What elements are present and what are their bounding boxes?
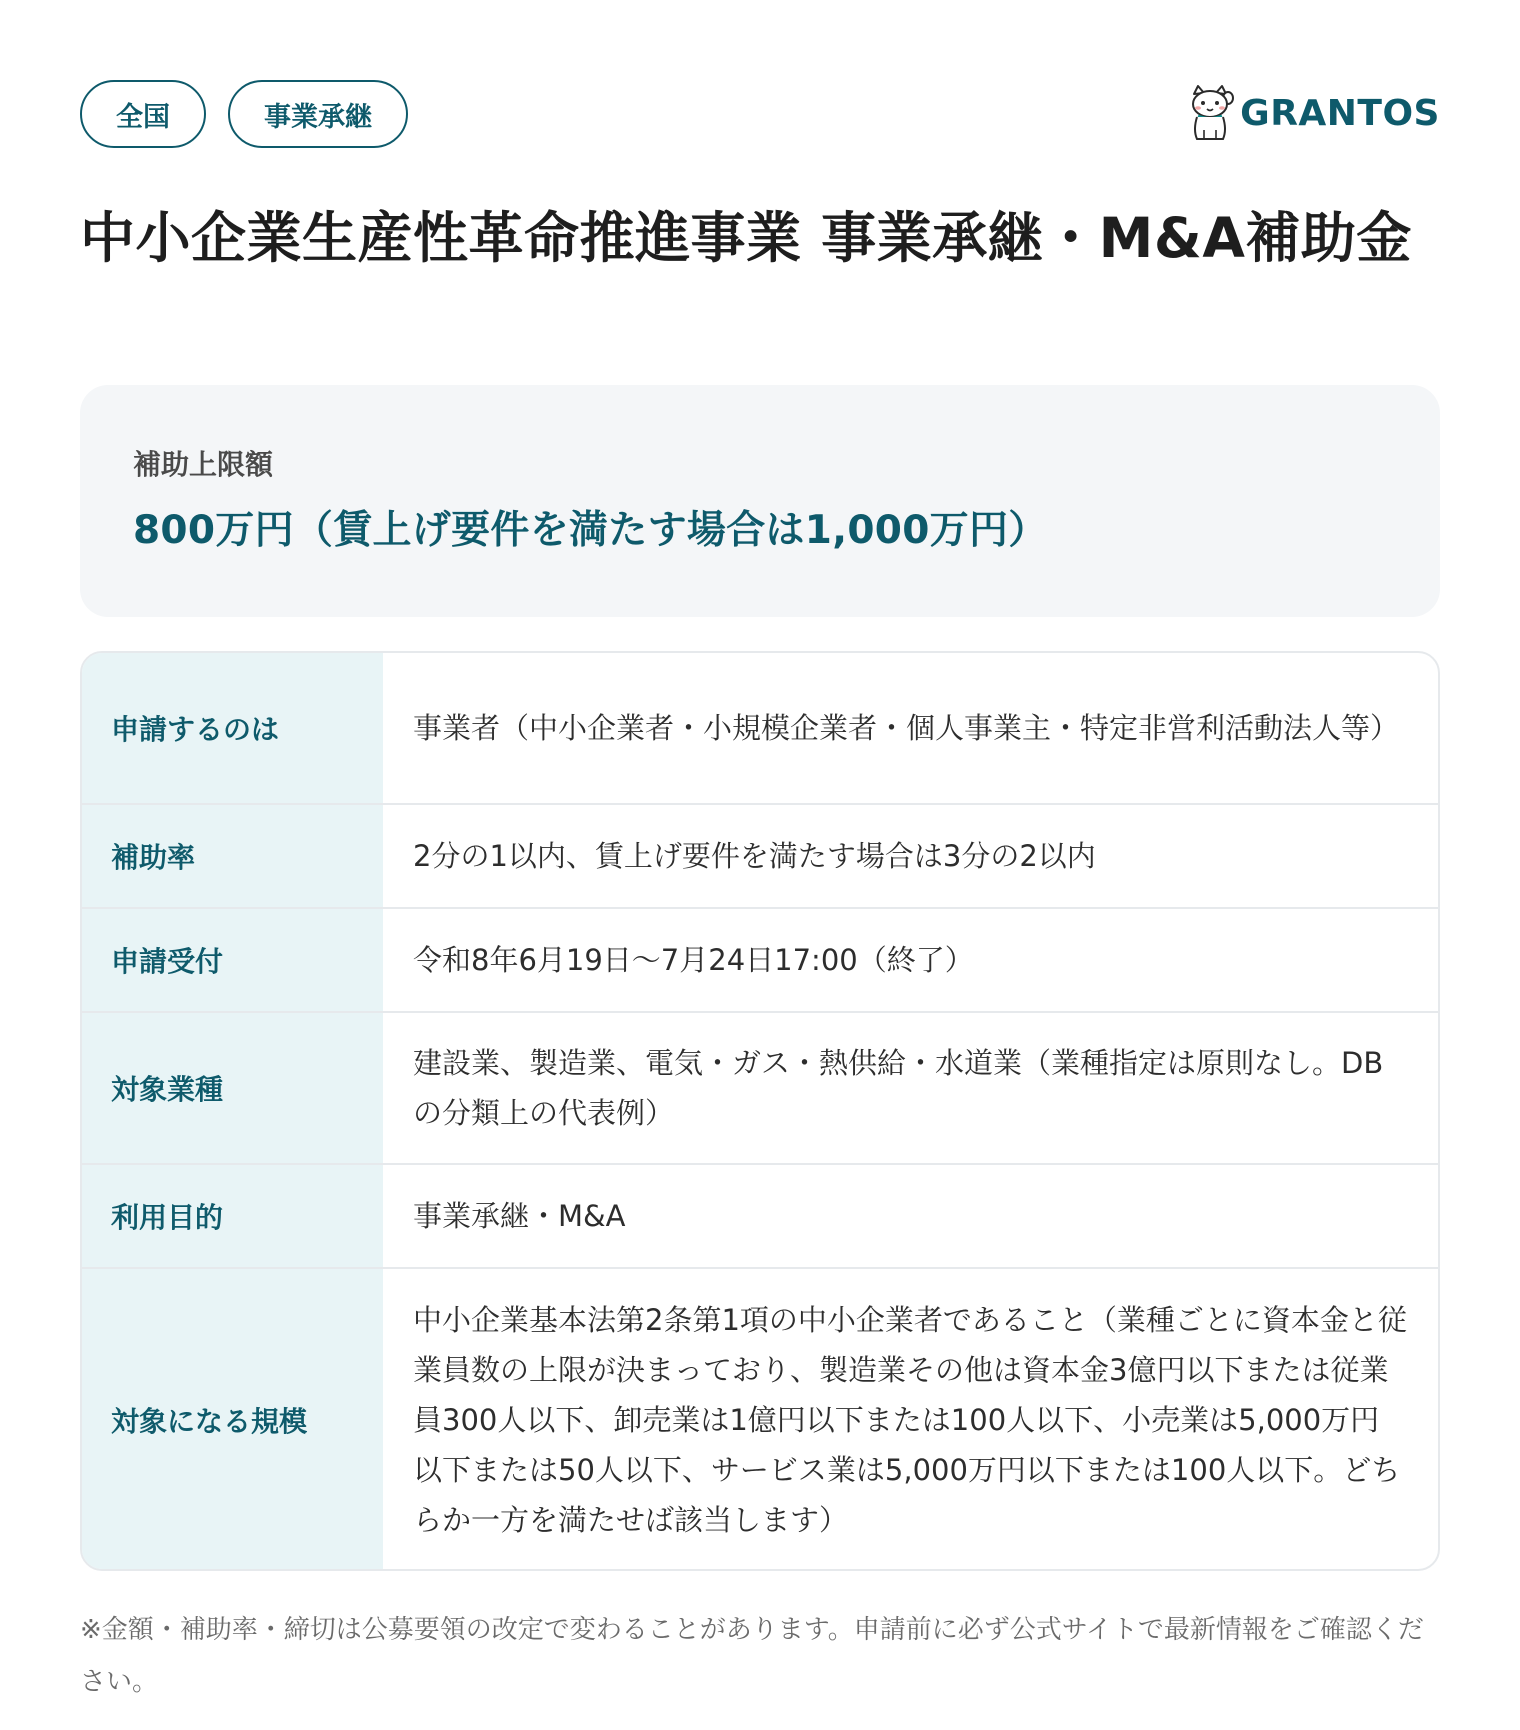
- table-row: [82, 1165, 1438, 1269]
- tag-region[interactable]: 全国: [80, 80, 206, 148]
- row-value-industry: 建設業、製造業、電気・ガス・熱供給・水道業（業種指定は原則なし。DBの分類上の代表例）: [413, 1046, 1384, 1130]
- page-title: 中小企業生産性革命推進事業 事業承継・M&A補助金: [80, 206, 1412, 270]
- info-table: [80, 651, 1440, 1571]
- row-label-industry: 対象業種: [82, 1013, 383, 1163]
- row-label-purpose: 利用目的: [82, 1165, 383, 1267]
- logo[interactable]: [1186, 84, 1440, 142]
- footnote: ※金額・補助率・締切は公募要領の改定で変わることがあります。申請前に必ず公式サイトで最新情報をご確認ください。: [80, 1615, 1424, 1697]
- tag-category[interactable]: 事業承継: [228, 80, 408, 148]
- logo-text: GRANTOS: [1240, 92, 1440, 134]
- table-row: [82, 805, 1438, 909]
- tag-list: [80, 80, 408, 148]
- amount-label: 補助上限額: [133, 448, 274, 481]
- table-row: [82, 1013, 1438, 1165]
- row-value-scale: 中小企業基本法第2条第1項の中小企業者であること（業種ごとに資本金と従業員数の上限が決まっており、製造業その他は資本金3億円以下または従業員300人以下、卸売業は1億円以下または100人以下、小売業は5,000万円以下または50人以下、サービス業は5,000万円以下または100人以下。どちらか一方を満たせば該当します）: [413, 1303, 1407, 1537]
- row-value-applicant: 事業者（中小企業者・小規模企業者・個人事業主・特定非営利活動法人等）: [413, 711, 1400, 745]
- amount-card: [80, 385, 1440, 617]
- table-row: [82, 653, 1438, 805]
- row-value-period: 令和8年6月19日〜7月24日17:00（終了）: [413, 943, 974, 977]
- row-label-period: 申請受付: [82, 909, 383, 1011]
- header: [80, 80, 1440, 150]
- row-value-purpose: 事業承継・M&A: [413, 1199, 626, 1233]
- row-label-scale: 対象になる規模: [82, 1269, 383, 1571]
- table-row: [82, 909, 1438, 1013]
- page: [80, 0, 1440, 1730]
- amount-value: 800万円（賃上げ要件を満たす場合は1,000万円）: [133, 508, 1048, 553]
- row-label-rate: 補助率: [82, 805, 383, 907]
- lucky-cat-icon: [1186, 84, 1234, 142]
- row-label-applicant: 申請するのは: [82, 653, 383, 803]
- row-value-rate: 2分の1以内、賃上げ要件を満たす場合は3分の2以内: [413, 839, 1096, 873]
- table-row: [82, 1269, 1438, 1571]
